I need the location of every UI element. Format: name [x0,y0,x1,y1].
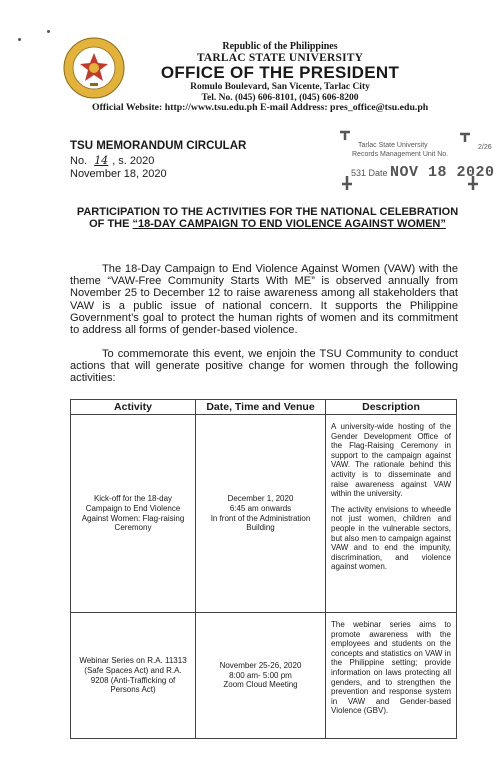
memo-series: , s. 2020 [112,155,155,167]
stamp-date-line [351,164,495,181]
memo-number-line [70,154,246,168]
description-paragraph: A university-wide hosting of the Gender Development Office of the Flag-Raising Ceremony in support to the campaign against VAW. The rationale behind this activity is to disseminate and raise awareness against VAW within the university. [331,422,451,499]
memo-number: 14 [94,154,109,167]
telephone-line: Tel. No. (045) 606-8101, (045) 606-8200 [201,93,359,103]
memo-no-label: No. [70,155,88,167]
letterhead [130,41,430,104]
memo-id-block [70,140,246,181]
office-name: OFFICE OF THE PRESIDENT [160,63,400,82]
date-venue-cell [196,613,326,739]
activity-cell: Webinar Series on R.A. 11313 (Safe Spaces Act) and R.A. 9208 (Anti-Trafficking of Persons Act) [71,613,196,739]
stamp-university: Tarlac State University [358,142,428,149]
activity-cell: Kick-off for the 18-day Campaign to End Violence Against Women: Flag-raising Ceremony [71,415,196,613]
description-cell [326,613,457,739]
stamp-unit: Records Management Unit No. [352,151,449,158]
scan-speck [47,30,50,33]
date: November 25-26, 2020 [219,661,302,671]
subject-line-1: PARTICIPATION TO THE ACTIVITIES FOR THE NATIONAL CELEBRATION [76,206,459,218]
time: 6:45 am onwards [229,503,292,513]
subject-campaign-name: “18-DAY CAMPAIGN TO END VIOLENCE AGAINST WOMEN” [132,218,446,230]
description-paragraph: The webinar series aims to promote awareness with the employees and students on the concepts and statistics on VAW in the Philippine setting; provide information on laws protecting all genders, and to strengthen the prevention and response system in VAW and Gender-based Violence (GBV). [331,620,451,716]
table-header-row [71,400,457,415]
header-activity: Activity [71,400,196,415]
header-date-venue: Date, Time and Venue [196,400,326,415]
description-cell [326,415,457,613]
venue: Zoom Cloud Meeting [223,680,298,690]
website-email-line: Official Website: http://www.tsu.edu.ph E-mail Address: pres_office@tsu.edu.ph [92,102,429,113]
received-stamp [338,128,495,198]
table-row [71,613,457,739]
stamp-ink-note: 2/26 [478,144,492,151]
venue: In front of the Administration Building [210,513,311,533]
table-row [71,415,457,613]
description-paragraph: The activity envisions to wheedle not just women, children and people in the vulnerable sectors, but also men to campaign against VAW and to end the impunity, discrimination, and violence against women. [331,504,451,572]
time: 8:00 am- 5:00 pm [229,670,292,680]
subject-line-2 [70,218,465,230]
header-description: Description [326,400,457,415]
date-venue-cell [196,415,326,613]
scan-speck [18,38,21,41]
university-seal-logo [63,37,125,99]
republic-line: Republic of the Philippines [222,41,338,52]
body-paragraph-2: To commemorate this event, we enjoin the TSU Community to conduct actions that will generate positive change for women through the following activities: [70,348,458,385]
memo-date: November 18, 2020 [70,168,167,180]
memo-type: TSU MEMORANDUM CIRCULAR [70,140,247,152]
date: December 1, 2020 [227,494,294,504]
stamp-date: NOV 18 2020 [390,164,495,181]
stamp-marks [338,128,488,198]
body-paragraph-1: The 18-Day Campaign to End Violence Against Women (VAW) with the theme “VAW-Free Community Starts With ME” is observed annually from November 25 to December 12 to raise awareness among all stakeholders that VAW is a public issue of national concern. It supports the Philippine Government’s goal to protect the human rights of women and its commitment to address all forms of gender-based violence. [70,263,458,337]
university-name: TARLAC STATE UNIVERSITY [196,52,364,64]
activities-table [70,399,457,739]
address-line: Romulo Boulevard, San Vicente, Tarlac City [190,82,370,92]
memo-subject [70,206,465,230]
stamp-number: 531 Date [351,168,388,178]
subject-prefix: OF THE [89,218,130,230]
